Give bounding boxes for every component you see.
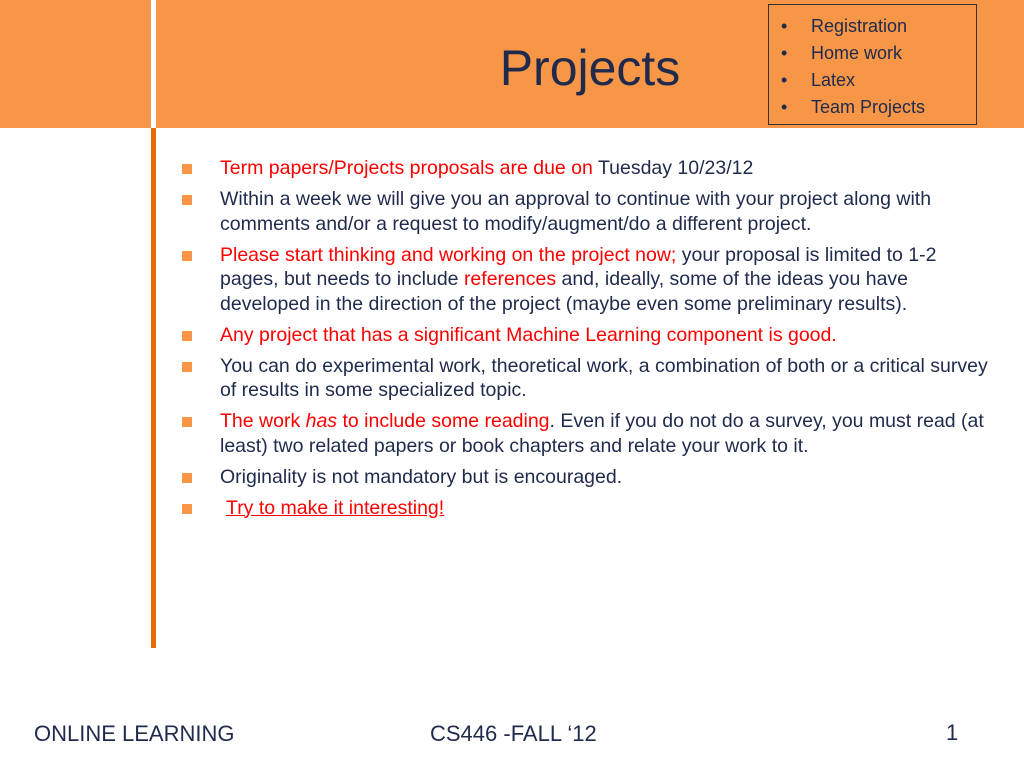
bullet-text: Within a week we will give you an approval to continue with your project along with comments and/or a request to modify/augment/do a different project.	[220, 188, 932, 235]
agenda-item-registration	[769, 13, 976, 40]
square-bullet-icon	[182, 195, 192, 205]
bullet-highlight-text: The work	[220, 410, 306, 432]
square-bullet-icon	[182, 362, 192, 372]
agenda-item-label: Home work	[811, 43, 903, 63]
bullet-highlight-text: Please start thinking and working on the project now;	[220, 243, 677, 266]
agenda-box	[768, 4, 977, 125]
square-bullet-icon	[182, 417, 192, 427]
bullet-item-approval	[180, 187, 995, 236]
bullet-item-due-date	[180, 156, 995, 181]
bullet-text: You can do experimental work, theoretical work, a combination of both or a critical survey of results in some specialized topic.	[220, 354, 988, 401]
bullet-item-ml-component	[180, 323, 995, 348]
bullet-icon: •	[781, 70, 788, 90]
square-bullet-icon	[182, 251, 192, 261]
bullet-highlight-text: references	[463, 268, 557, 290]
square-bullet-icon	[182, 331, 192, 341]
agenda-item-home-work	[769, 40, 976, 67]
agenda-item-team-projects	[769, 94, 976, 121]
bullet-icon: •	[781, 97, 788, 117]
agenda-item-latex	[769, 67, 976, 94]
slide-title: Projects	[499, 40, 681, 96]
footer-course-label: ONLINE LEARNING	[34, 721, 235, 746]
bullet-text: . Even if you do not do a survey, you must read (at least) two related papers or book chapters and relate your work to it.	[220, 410, 984, 457]
agenda-item-label: Latex	[811, 70, 856, 90]
bullet-text: Tuesday 10/23/12	[592, 157, 754, 179]
square-bullet-icon	[182, 164, 192, 174]
interesting-link[interactable]: Try to make it interesting!	[226, 496, 445, 519]
bullet-text: Originality is not mandatory but is encouraged.	[220, 465, 623, 488]
bullet-item-proposal	[180, 243, 995, 317]
bullet-text: and, ideally, some of the ideas you have developed in the direction of the project (maybe even some preliminary results).	[220, 268, 909, 315]
header-divider	[151, 0, 156, 128]
agenda-item-label: Registration	[811, 16, 908, 36]
bullet-highlight-text: to include some reading	[337, 410, 550, 432]
square-bullet-icon	[182, 504, 192, 514]
bullet-emphasis-text: has	[305, 410, 338, 432]
bullet-highlight-text: Any project that has a significant Machine Learning component is good.	[220, 323, 837, 346]
bullet-icon: •	[781, 43, 788, 63]
bullet-list	[180, 156, 995, 527]
bullet-item-interesting	[180, 496, 995, 521]
bullet-highlight-text: Term papers/Projects proposals are due on	[220, 157, 593, 179]
vertical-accent-rule	[151, 128, 156, 648]
bullet-item-work-types	[180, 354, 995, 403]
bullet-text: your proposal is limited to 1-2 pages, but needs to include	[220, 243, 937, 290]
bullet-item-originality	[180, 465, 995, 490]
footer-course-code: CS446 -FALL ‘12	[430, 721, 597, 746]
square-bullet-icon	[182, 473, 192, 483]
bullet-item-reading	[180, 409, 995, 458]
bullet-icon: •	[781, 16, 788, 36]
slide-number: 1	[946, 720, 959, 745]
agenda-item-label: Team Projects	[811, 97, 926, 117]
